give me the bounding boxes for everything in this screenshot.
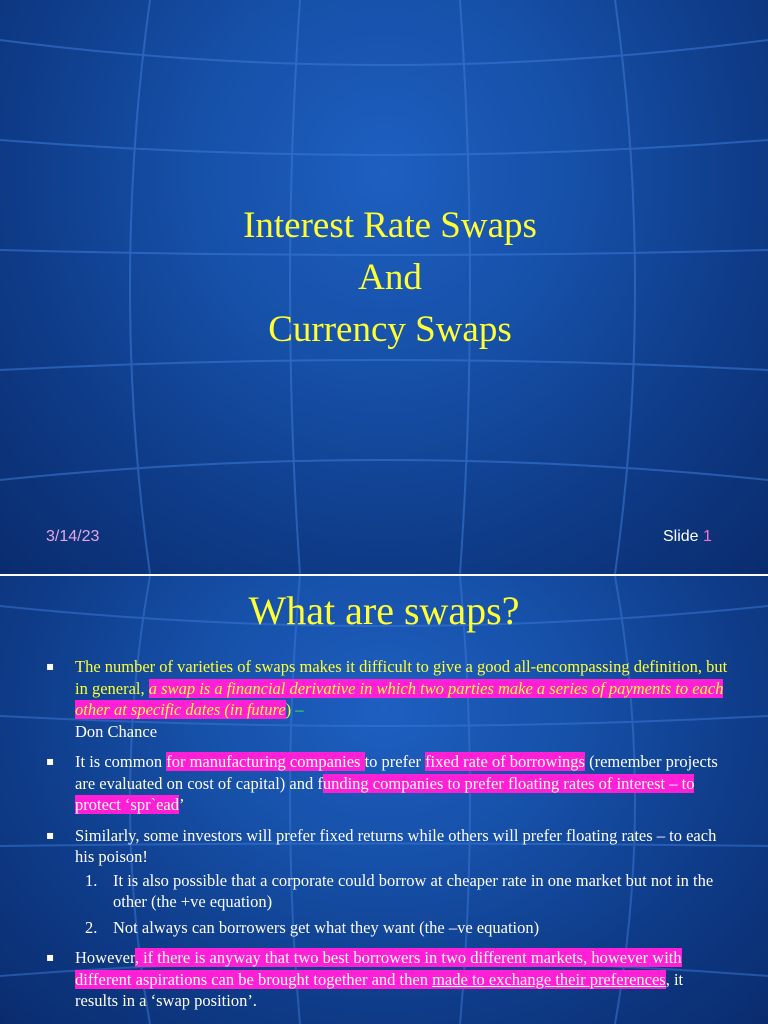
bullet-marker: ▪: [46, 659, 55, 673]
bullet-marker: ▪: [46, 827, 55, 842]
swap-highlight-2: made to exchange their preferences: [432, 969, 666, 989]
preferences-highlight-2: fixed rate of borrowings: [425, 752, 585, 771]
presentation-title: [0, 200, 768, 356]
bullet-preferences: [0, 751, 768, 816]
bullet-definition: [0, 656, 768, 742]
definition-dash: –: [295, 700, 304, 719]
sub-item-2: [0, 917, 768, 939]
preferences-highlight-3: unding companies to prefer floating rates of interest – to protect ‘spr`ead: [75, 773, 695, 814]
definition-author: Don Chance: [75, 721, 158, 741]
footer-date: 3/14/23: [46, 528, 100, 545]
preferences-highlight-1: for manufacturing companies: [166, 752, 365, 771]
definition-intro: The number of varieties of swaps makes it difficult to give a good all-encompassing definition, but in general,: [75, 657, 728, 698]
preferences-text-c: (remember projects are evaluated on cost of capital) and f: [75, 752, 718, 793]
sub-item-text: Not always can borrowers get what they want (the –ve equation): [113, 917, 540, 937]
sub-item-number: 1.: [85, 870, 98, 890]
slide-title: What are swaps?: [248, 588, 520, 633]
preferences-text-a: It is common: [75, 752, 167, 771]
bullet-swap-position: [0, 947, 768, 1012]
bullet-marker: ▪: [46, 950, 55, 964]
title-line-1: Interest Rate Swaps: [243, 205, 537, 246]
definition-close: ): [285, 700, 296, 719]
swap-text-b: , it results in a ‘swap position’.: [75, 969, 684, 1010]
preferences-text-b: to prefer: [364, 752, 426, 771]
sub-item-text: It is also possible that a corporate could borrow at cheaper rate in one market but not in the other (the +ve equation): [113, 870, 714, 911]
sub-item-1: [0, 870, 768, 913]
content-slide: [0, 576, 768, 1024]
swap-highlight-1: , if there is anyway that two best borrowers in two different markets, however with different aspirations can be brought together and then: [75, 948, 682, 989]
investors-text: Similarly, some investors will prefer fixed returns while others will prefer floating rates – to each his poison!: [75, 825, 717, 866]
definition-highlight: a swap is a financial derivative in which two parties make a series of payments to each other at specific dates (in future: [75, 678, 724, 719]
sub-item-number: 2.: [85, 917, 98, 937]
swap-text-a: However: [75, 948, 135, 967]
bullet-marker: ▪: [46, 754, 55, 768]
title-line-3: Currency Swaps: [268, 309, 512, 350]
preferences-text-d: ’: [179, 795, 185, 814]
slide-body: [0, 656, 768, 1021]
slide-label: Slide: [663, 528, 699, 545]
slide-number: 1: [703, 528, 712, 545]
footer-slide-number: [663, 528, 712, 546]
title-line-2: And: [358, 257, 422, 298]
bullet-investors: [0, 825, 768, 868]
